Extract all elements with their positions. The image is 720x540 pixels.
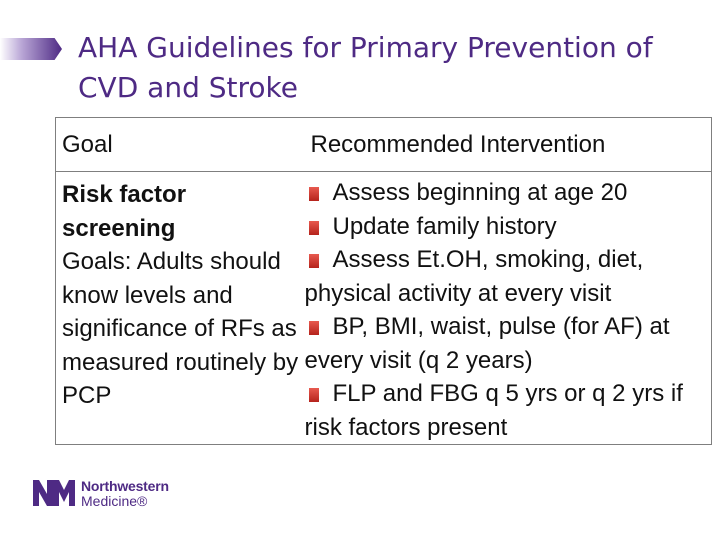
intervention-text: Assess beginning at age 20 (332, 179, 628, 206)
bullet-icon (309, 187, 319, 201)
intervention-item (305, 310, 712, 377)
goal-description: Goals: Adults should know levels and significance of RFs as measured routinely by PCP (62, 248, 299, 409)
nm-logo-icon (33, 480, 75, 506)
intervention-item (305, 210, 712, 244)
intervention-text: FLP and FBG q 5 yrs or q 2 yrs if risk factors present (304, 380, 683, 441)
intervention-item (305, 176, 712, 210)
bullet-icon (309, 254, 319, 268)
goal-title: Risk factor screening (62, 181, 187, 242)
guidelines-table (55, 117, 712, 445)
title-accent-bar (0, 38, 62, 60)
slide-title: AHA Guidelines for Primary Prevention of CVD and Stroke (78, 31, 653, 104)
logo-line1: Northwestern (81, 478, 169, 494)
bullet-icon (309, 388, 319, 402)
goal-cell (56, 172, 305, 445)
header-goal: Goal (56, 118, 305, 172)
bullet-icon (309, 321, 319, 335)
intervention-item (305, 377, 712, 444)
intervention-text: Update family history (332, 212, 557, 240)
intervention-text: BP, BMI, waist, pulse (for AF) at every visit (q 2 years) (304, 313, 670, 374)
northwestern-medicine-logo (33, 478, 193, 508)
header-intervention: Recommended Intervention (305, 118, 712, 172)
table-header-row (56, 118, 712, 172)
table-row (56, 172, 712, 445)
intervention-item (305, 243, 712, 310)
intervention-cell (305, 172, 712, 445)
bullet-icon (309, 221, 319, 235)
intervention-text: Assess Et.OH, smoking, diet, physical activity at every visit (304, 246, 644, 307)
logo-line2: Medicine® (81, 493, 148, 509)
